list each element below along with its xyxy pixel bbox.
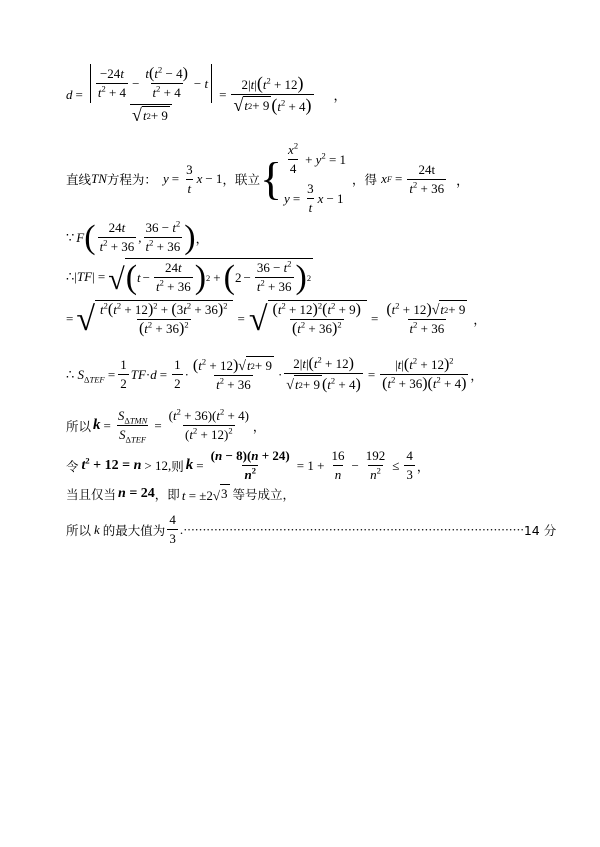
- leader-dots: ·························································································: [183, 521, 524, 537]
- xf-fraction: $\frac{24t}{t^2 + 36}$: [409, 161, 445, 196]
- point-f-line: ∵ F ( 24t $t^2 + 36$ , $36 - t^2$ $t^2 + 36$ ) ，: [66, 218, 209, 256]
- area-tef-line: ∴ $S_{\Delta TEF}$ = $\frac{1}{2}$ TF · d = $\frac{1}{2}$ · $(t^2 + 12)$ √ t 2 + 9 $t^2 + 36$ · $2|t|(t^2 + 12)$ √ t 2 + 9 $(t^2 + 4)$ = $\frac{|t|(t^2 + 12)^2}{(t^2 + 36)(t^2 + 4)}$ ，: [66, 354, 483, 393]
- tf-simplify-line: = √ $t^2(t^2 + 12)^2 + (3t^2 + 36)^2$ $(t^2 + 36)^2$ = √ $(t^2 + 12)^2(t^2 + 9)$ $(t^2 + 36)^2$ = $(t^2 + 12)$ √ t 2 + 9 $t^2 + 36$ ，: [66, 300, 486, 338]
- d-symbol: d: [66, 86, 73, 102]
- max-value-fraction: 4 3: [169, 512, 176, 546]
- equality-condition-line: 当且仅当 n = 24 ，即 t = ±2 √ 3 等号成立，: [66, 486, 296, 503]
- substitution-line: 令 $t^2 + 12 = n$ > 12, 则 k = $\frac{(n - 8)(n + 24)}{n^2}$ = 1 + $\frac{16}{n}$ − $\frac{192}{n^2}$ ≤ $\frac{4}{3}$ ，: [66, 448, 430, 482]
- distance-formula-line: d = −24t $t^2 + 4$ − $\frac{t(t^2 - 4)}{t^2 + 4}$ − t √ t 2 + 9 = $2|t|(t^2 + 12)$ √ t 2 + 9 $(t^2 + 4)$ ，: [66, 64, 347, 125]
- score-label: 14 分: [523, 522, 557, 538]
- max-value-line: 所以 k 的最大值为 4 3 . ························································································· 14 分: [66, 512, 557, 546]
- ratio-k-line: 所以 k = $S_{\Delta TMN}$ $S_{\Delta TEF}$ = $\frac{(t^2 + 36)(t^2 + 4)}{(t^2 + 12)^2}$ ，: [66, 406, 266, 445]
- line-tn-equation: 直线 TN 方程为： y = $\frac{3}{t}$ x − 1 ，联立 { $x^2$ 4 + $y^2 = 1$ y = $\frac{3}{t}$ x − 1 ，得 x F = $\frac{24t}{t^2 + 36}$ ，: [66, 140, 470, 215]
- equation-system: $x^2$ 4 + $y^2 = 1$ y = $\frac{3}{t}$ x − 1: [284, 140, 347, 215]
- system-brace: {: [259, 153, 283, 204]
- distance-fraction: −24t $t^2 + 4$ − $\frac{t(t^2 - 4)}{t^2 + 4}$ − t √ t 2 + 9: [88, 64, 214, 125]
- distance-simplified: $2|t|(t^2 + 12)$ √ t 2 + 9 $(t^2 + 4)$: [233, 73, 312, 115]
- tf-length-line: ∴|TF| = √ ( t − $\frac{24t}{t^2 + 36}$ ) 2 + ( 2 − $\frac{36 - t^2}{t^2 + 36}$ ) 2: [66, 258, 312, 296]
